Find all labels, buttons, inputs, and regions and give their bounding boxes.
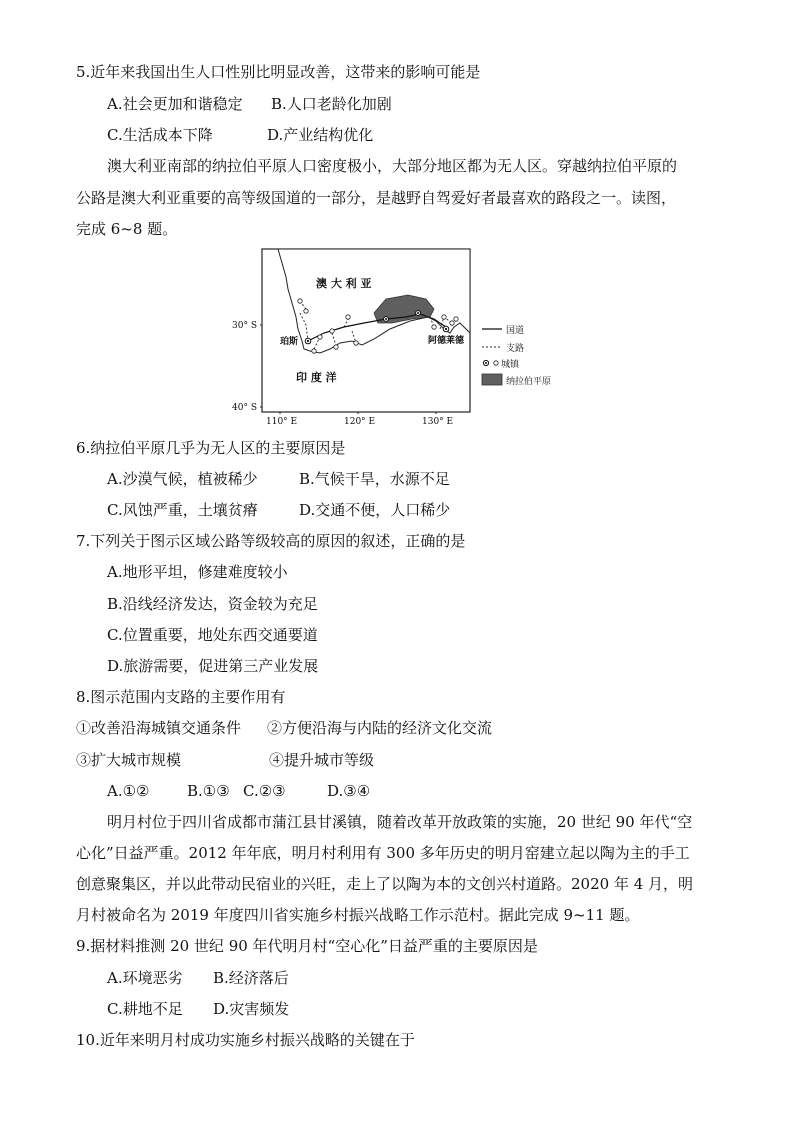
q8-option-b: B.①③ (187, 782, 230, 800)
q6-option-d: D.交通不便，人口稀少 (299, 501, 451, 519)
q8-statement-2: ②方便沿海与内陆的经济文化交流 (267, 719, 493, 737)
q5-stem: 5.近年来我国出生人口性别比明显改善，这带来的影响可能是 (76, 63, 481, 81)
q8-statement-4: ④提升城市等级 (269, 751, 375, 769)
passage1-line2: 公路是澳大利亚重要的高等级国道的一部分，是越野自驾爱好者最喜欢的路段之一。读图， (76, 189, 677, 207)
q8-options (107, 781, 370, 801)
legend-town: 城镇 (501, 360, 520, 370)
q6-stem: 6.纳拉伯平原几乎为无人区的主要原因是 (76, 439, 346, 457)
label-lon-110: 110° E (266, 417, 298, 427)
q9-options-row2 (107, 999, 289, 1019)
legend-plain: 纳拉伯平原 (506, 377, 552, 387)
q8-option-a: A.①② (107, 782, 150, 800)
legend-branch: 支路 (506, 344, 525, 354)
q5-options-row1 (107, 94, 392, 114)
q6-options-row1 (107, 469, 450, 489)
label-adelaide: 阿德莱德 (428, 336, 465, 346)
q5-option-d: D.产业结构优化 (267, 126, 374, 144)
q8-statements-row1 (76, 718, 492, 738)
label-lat-30: 30° S (232, 321, 257, 331)
passage2-line2: 心化”日益严重。2012 年年底，明月村利用有 300 多年历史的明月窑建立起以陶为主的手工 (76, 844, 690, 862)
label-lon-130: 130° E (422, 417, 454, 427)
q6-option-b: B.气候干旱，水源不足 (299, 470, 450, 488)
label-perth: 珀斯 (280, 337, 299, 347)
q5-options-row2 (107, 125, 373, 145)
q5-option-c: C.生活成本下降 (107, 126, 213, 144)
q8-option-d: D.③④ (327, 782, 371, 800)
q8-statements-row2 (76, 750, 374, 770)
label-lon-120: 120° E (344, 417, 376, 427)
q9-option-a: A.环境恶劣 (107, 969, 183, 987)
q8-statement-3: ③扩大城市规模 (76, 751, 182, 769)
australia-map (232, 243, 570, 428)
q5-option-a: A.社会更加和谐稳定 (107, 95, 243, 113)
q7-stem: 7.下列关于图示区域公路等级较高的原因的叙述，正确的是 (76, 532, 466, 550)
q9-option-c: C.耕地不足 (107, 1000, 183, 1018)
passage1-line1: 澳大利亚南部的纳拉伯平原人口密度极小，大部分地区都为无人区。穿越纳拉伯平原的 (107, 157, 678, 175)
label-lat-40: 40° S (232, 403, 257, 413)
q9-option-b: B.经济落后 (213, 969, 289, 987)
q8-stem: 8.图示范围内支路的主要作用有 (76, 688, 286, 706)
passage2-line4: 月村被命名为 2019 年度四川省实施乡村振兴战略工作示范村。据此完成 9~11 题。 (76, 906, 640, 924)
q7-option-a: A.地形平坦，修建难度较小 (107, 563, 288, 581)
label-indian-ocean: 印 度 洋 (296, 371, 337, 384)
q7-option-d: D.旅游需要，促进第三产业发展 (107, 657, 319, 675)
label-australia: 澳 大 利 亚 (316, 277, 372, 290)
q9-options-row1 (107, 968, 289, 988)
q8-statement-1: ①改善沿海城镇交通条件 (76, 719, 242, 737)
map-legend (482, 324, 551, 387)
passage2-line3: 创意聚集区，并以此带动民宿业的兴旺，走上了以陶为本的文创兴村道路。2020 年 4 月，明 (76, 875, 694, 893)
q7-option-c: C.位置重要，地处东西交通要道 (107, 626, 318, 644)
q9-stem: 9.据材料推测 20 世纪 90 年代明月村“空心化”日益严重的主要原因是 (76, 937, 538, 955)
passage2-line1: 明月村位于四川省成都市蒲江县甘溪镇，随着改革开放政策的实施，20 世纪 90 年代“空 (107, 813, 693, 831)
q6-option-a: A.沙漠气候，植被稀少 (107, 470, 258, 488)
q10-stem: 10.近年来明月村成功实施乡村振兴战略的关键在于 (76, 1031, 415, 1049)
legend-highway: 国道 (506, 326, 525, 336)
q7-option-b: B.沿线经济发达，资金较为充足 (107, 595, 318, 613)
q6-options-row2 (107, 500, 450, 520)
q5-option-b: B.人口老龄化加剧 (271, 95, 392, 113)
passage1-line3: 完成 6~8 题。 (76, 220, 178, 238)
q8-option-c: C.②③ (243, 782, 286, 800)
q6-option-c: C.风蚀严重，土壤贫瘠 (107, 501, 258, 519)
q9-option-d: D.灾害频发 (213, 1000, 290, 1018)
